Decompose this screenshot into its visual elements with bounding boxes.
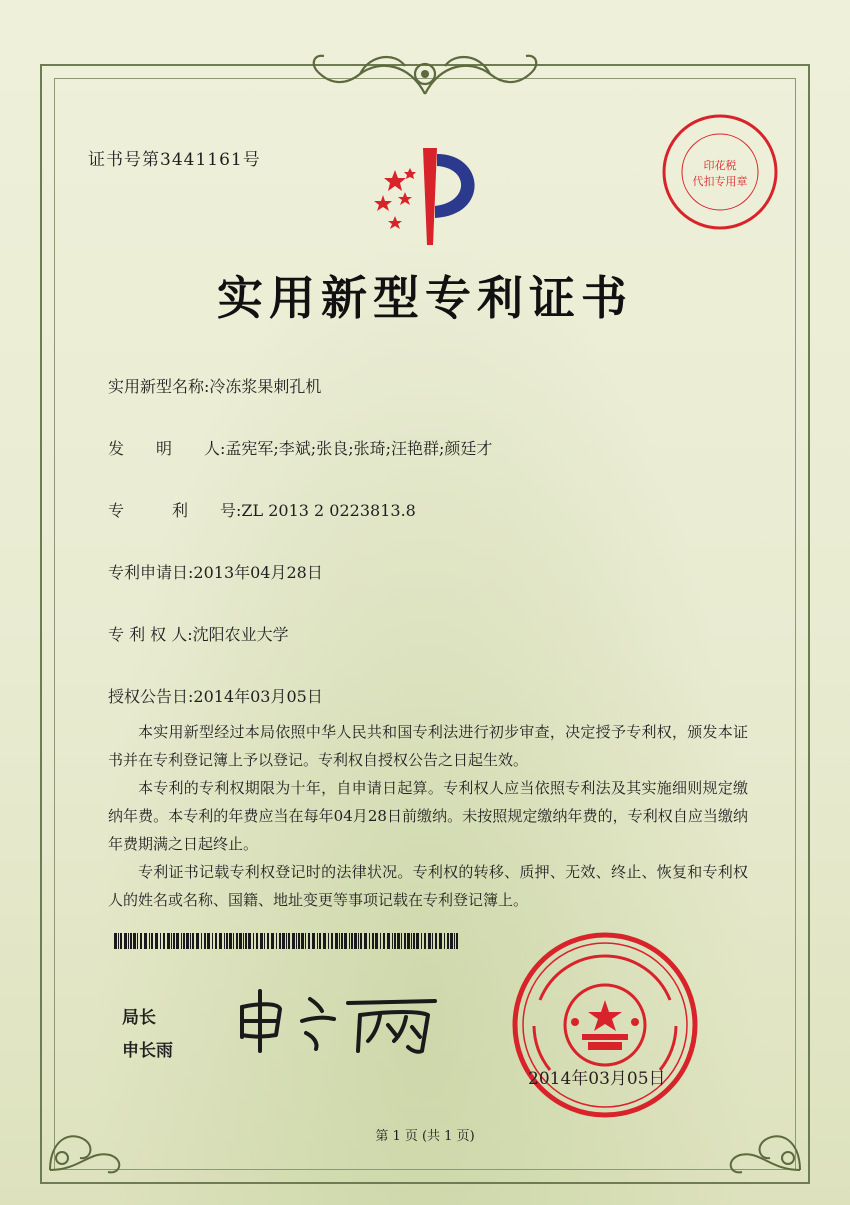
- barcode-bar: [155, 933, 158, 949]
- barcode-bar: [173, 933, 175, 949]
- barcode-bar: [317, 933, 318, 949]
- tax-seal-stamp: [660, 112, 780, 232]
- barcode-bar: [428, 933, 431, 949]
- barcode-bar: [341, 933, 343, 949]
- barcode-bar: [163, 933, 165, 949]
- body-paragraph: 专利证书记载专利权登记时的法律状况。专利权的转移、质押、无效、终止、恢复和专利权人的姓名或名称、国籍、地址变更等事项记载在专利登记簿上。: [108, 863, 748, 909]
- barcode-bar: [380, 933, 381, 949]
- barcode-bar: [447, 933, 449, 949]
- director-name: 申长雨: [122, 1041, 173, 1061]
- field-label: 授权公告日:: [108, 687, 194, 706]
- barcode-bar: [372, 933, 374, 949]
- barcode-bar: [167, 933, 170, 949]
- barcode-bar: [118, 933, 119, 949]
- field-label: 实用新型名称:: [108, 377, 210, 396]
- barcode-bar: [456, 933, 458, 949]
- barcode-bar: [183, 933, 185, 949]
- barcode-bar: [248, 933, 251, 949]
- barcode-bar: [181, 933, 182, 949]
- field-value: 沈阳农业大学: [192, 625, 289, 644]
- barcode-bar: [319, 933, 321, 949]
- barcode-bar: [364, 933, 367, 949]
- certificate-title: 实用新型专利证书: [217, 271, 633, 325]
- barcode-bar: [196, 933, 199, 949]
- barcode-bar: [137, 933, 138, 949]
- field-utility-model-name: [108, 374, 321, 397]
- barcode-bar: [454, 933, 455, 949]
- director-signature: [230, 985, 450, 1055]
- barcode-bar: [133, 933, 136, 949]
- barcode-bar: [328, 933, 329, 949]
- barcode-bar: [279, 933, 281, 949]
- barcode-bar: [296, 933, 297, 949]
- barcode-bar: [394, 933, 396, 949]
- barcode-bar: [298, 933, 300, 949]
- field-value: 2014年03月05日: [193, 687, 323, 706]
- barcode-bar: [358, 933, 359, 949]
- barcode-bar: [312, 933, 315, 949]
- barcode-bar: [444, 933, 445, 949]
- barcode-bar: [239, 933, 242, 949]
- barcode-bar: [349, 933, 350, 949]
- field-value: 孟宪军;李斌;张良;张琦;汪艳群;颜廷才: [225, 439, 493, 458]
- field-grant-date: [108, 684, 323, 707]
- barcode-bar: [267, 933, 269, 949]
- page-number: 第 1 页 (共 1 页): [375, 1129, 475, 1144]
- barcode-bar: [308, 933, 310, 949]
- barcode-bar: [264, 933, 265, 949]
- barcode-bar: [192, 933, 194, 949]
- barcode-bar: [286, 933, 287, 949]
- barcode-bar: [149, 933, 150, 949]
- barcode-bar: [421, 933, 422, 949]
- barcode-bar: [140, 933, 142, 949]
- barcode-bar: [212, 933, 213, 949]
- body-paragraph: 本实用新型经过本局依照中华人民共和国专利法进行初步审查，决定授予专利权，颁发本证书并在专利登记簿上予以登记。专利权自授权公告之日起生效。: [108, 723, 748, 769]
- barcode-bar: [144, 933, 147, 949]
- barcode-bar: [124, 933, 127, 949]
- barcode-bar: [229, 933, 232, 949]
- barcode-bar: [171, 933, 172, 949]
- barcode-bar: [204, 933, 206, 949]
- field-inventors: [108, 436, 492, 459]
- barcode: [114, 933, 458, 949]
- barcode-bar: [256, 933, 258, 949]
- barcode-bar: [160, 933, 161, 949]
- barcode-bar: [130, 933, 132, 949]
- barcode-bar: [439, 933, 442, 949]
- barcode-bar: [413, 933, 415, 949]
- barcode-bar: [369, 933, 370, 949]
- barcode-bar: [219, 933, 222, 949]
- barcode-bar: [344, 933, 347, 949]
- field-label: 专利申请日:: [108, 563, 194, 582]
- patent-office-logo-icon: [365, 140, 495, 255]
- field-label: 专 利 权 人:: [108, 625, 193, 644]
- barcode-bar: [301, 933, 304, 949]
- barcode-bar: [450, 933, 453, 949]
- barcode-bar: [282, 933, 285, 949]
- body-paragraph: 本专利的专利权期限为十年，自申请日起算。专利权人应当依照专利法及其实施细则规定缴纳年费。本专利的年费应当在每年04月28日前缴纳。未按照规定缴纳年费的，专利权自应当缴纳年费期满之日起终止。: [108, 779, 748, 853]
- barcode-bar: [375, 933, 378, 949]
- barcode-bar: [114, 933, 117, 949]
- field-value: 冷冻浆果刺孔机: [209, 377, 322, 396]
- barcode-bar: [435, 933, 437, 949]
- barcode-bar: [207, 933, 210, 949]
- barcode-bar: [407, 933, 410, 949]
- barcode-bar: [243, 933, 244, 949]
- certificate-number: 证书号第3441161号: [88, 150, 261, 170]
- barcode-bar: [236, 933, 238, 949]
- barcode-bar: [351, 933, 353, 949]
- field-application-date: [108, 560, 323, 583]
- barcode-bar: [190, 933, 191, 949]
- barcode-bar: [233, 933, 234, 949]
- barcode-bar: [120, 933, 122, 949]
- barcode-bar: [354, 933, 357, 949]
- barcode-bar: [397, 933, 400, 949]
- barcode-bar: [176, 933, 179, 949]
- barcode-bar: [323, 933, 326, 949]
- certificate-body: [108, 718, 748, 914]
- barcode-bar: [383, 933, 385, 949]
- top-ornament: [300, 44, 550, 104]
- barcode-bar: [424, 933, 426, 949]
- barcode-bar: [339, 933, 340, 949]
- barcode-bar: [186, 933, 189, 949]
- barcode-bar: [260, 933, 263, 949]
- barcode-bar: [432, 933, 433, 949]
- barcode-bar: [128, 933, 129, 949]
- field-patent-number: [108, 498, 416, 521]
- field-patentee: [108, 622, 289, 645]
- barcode-bar: [201, 933, 202, 949]
- field-value: ZL 2013 2 0223813.8: [241, 501, 416, 520]
- barcode-bar: [335, 933, 338, 949]
- barcode-bar: [360, 933, 362, 949]
- barcode-bar: [392, 933, 393, 949]
- field-label: 专 利 号:: [108, 501, 242, 520]
- barcode-bar: [253, 933, 254, 949]
- barcode-bar: [305, 933, 306, 949]
- barcode-bar: [224, 933, 225, 949]
- barcode-bar: [245, 933, 247, 949]
- barcode-bar: [226, 933, 228, 949]
- barcode-bar: [292, 933, 295, 949]
- national-ip-office-seal: [510, 930, 700, 1120]
- field-label: 发 明 人:: [108, 439, 226, 458]
- barcode-bar: [331, 933, 333, 949]
- director-title: 局长: [122, 1008, 156, 1028]
- barcode-bar: [387, 933, 390, 949]
- seal-date: 2014年03月05日: [528, 1069, 666, 1089]
- barcode-bar: [411, 933, 412, 949]
- barcode-bar: [401, 933, 402, 949]
- tax-seal-line-2: 代扣专用章: [692, 175, 748, 188]
- barcode-bar: [416, 933, 419, 949]
- barcode-bar: [271, 933, 274, 949]
- barcode-bar: [404, 933, 406, 949]
- tax-seal-line-1: 印花税: [703, 159, 737, 172]
- barcode-bar: [151, 933, 153, 949]
- barcode-bar: [288, 933, 290, 949]
- barcode-bar: [276, 933, 277, 949]
- field-value: 2013年04月28日: [193, 563, 323, 582]
- barcode-bar: [215, 933, 217, 949]
